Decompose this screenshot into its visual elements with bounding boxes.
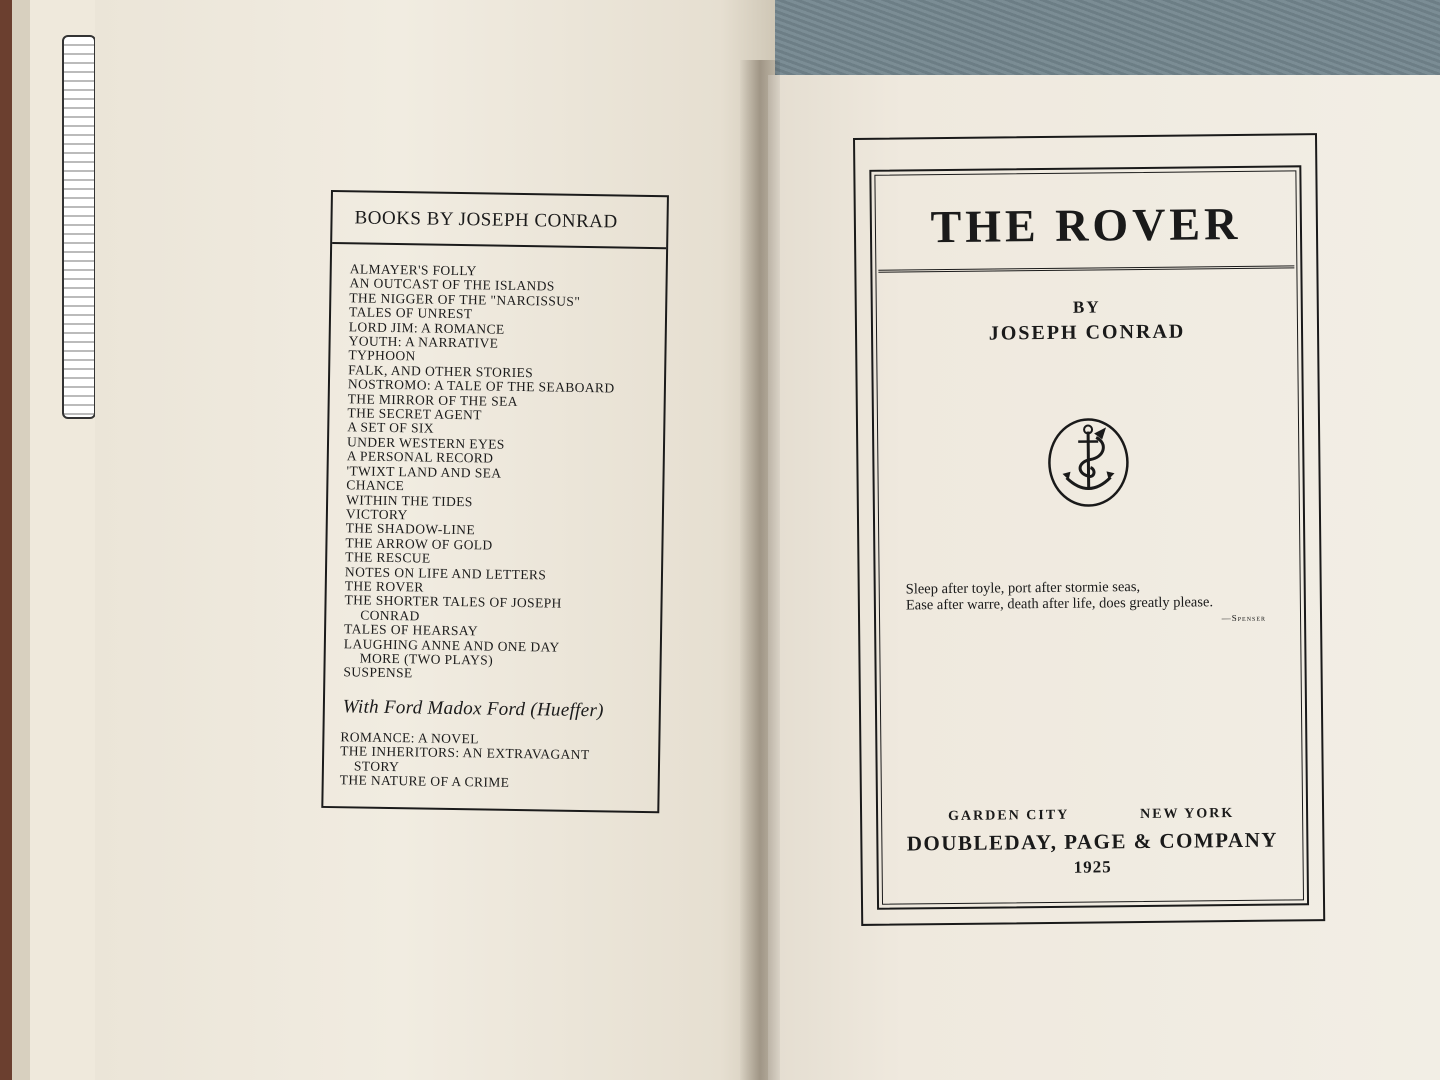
- list-item: THE RESCUE: [345, 549, 431, 566]
- list-item: YOUTH: A NARRATIVE: [348, 333, 499, 351]
- list-item: A PERSONAL RECORD: [346, 448, 494, 466]
- list-item: ALMAYER'S FOLLY: [349, 261, 477, 279]
- collaboration-list: [324, 718, 659, 793]
- title-band: [877, 173, 1294, 272]
- list-item: MORE (TWO PLAYS): [359, 650, 494, 668]
- books-list: [325, 244, 666, 685]
- title-page-frame: [853, 133, 1325, 926]
- list-item: NOSTROMO: A TALE OF THE SEABOARD: [347, 376, 615, 396]
- list-item: THE SHORTER TALES OF JOSEPH: [344, 592, 562, 612]
- publisher-name: DOUBLEDAY, PAGE & COMPANY: [906, 827, 1279, 856]
- list-item: CHANCE: [346, 477, 405, 494]
- book-gutter: [740, 60, 780, 1080]
- epigraph: [906, 577, 1286, 629]
- book-title: THE ROVER: [930, 197, 1242, 253]
- list-item: LORD JIM: A ROMANCE: [348, 318, 505, 337]
- list-item: CONRAD: [360, 607, 420, 624]
- books-by-author-box: [321, 190, 669, 813]
- list-item: THE NIGGER OF THE "NARCISSUS": [349, 290, 581, 309]
- list-item: THE MIRROR OF THE SEA: [347, 390, 518, 409]
- list-item: THE SHADOW-LINE: [345, 520, 476, 538]
- publication-place: [878, 805, 1306, 825]
- book-spine-edge: [0, 0, 110, 1080]
- list-item: UNDER WESTERN EYES: [346, 434, 505, 452]
- list-item: THE INHERITORS: AN EXTRAVAGANT: [340, 743, 590, 763]
- list-item: TYPHOON: [348, 347, 416, 364]
- list-item: AN OUTCAST OF THE ISLANDS: [349, 275, 555, 294]
- by-line: BY: [1072, 297, 1101, 317]
- list-item: STORY: [353, 758, 400, 774]
- list-item: FALK, AND OTHER STORIES: [348, 362, 534, 381]
- list-item: WITHIN THE TIDES: [346, 491, 473, 509]
- publication-year: 1925: [1073, 857, 1112, 877]
- collaboration-heading: With Ford Madox Ford (Hueffer): [342, 696, 604, 722]
- epigraph-attribution: —Spenser: [1221, 612, 1267, 624]
- list-item: NOTES ON LIFE AND LETTERS: [344, 563, 547, 582]
- list-item: A SET OF SIX: [347, 419, 435, 437]
- author-name: JOSEPH CONRAD: [988, 320, 1186, 345]
- list-item: THE ARROW OF GOLD: [345, 534, 493, 553]
- list-item: THE ROVER: [344, 578, 424, 595]
- adjacent-book-edge: [62, 35, 96, 419]
- epigraph-line: Ease after warre, death after life, does greatly please.: [905, 594, 1214, 614]
- list-item: TALES OF UNREST: [348, 304, 473, 322]
- list-item: SUSPENSE: [343, 664, 413, 681]
- place-right: NEW YORK: [1140, 806, 1235, 823]
- list-item: ROMANCE: A NOVEL: [340, 728, 479, 747]
- list-item: LAUGHING ANNE AND ONE DAY: [343, 635, 560, 655]
- list-item: TALES OF HEARSAY: [343, 621, 479, 639]
- title-page-inner-frame: [869, 165, 1309, 909]
- list-item: 'TWIXT LAND AND SEA: [346, 462, 502, 481]
- place-left: GARDEN CITY: [948, 807, 1070, 825]
- books-heading: BOOKS BY JOSEPH CONRAD: [332, 192, 667, 249]
- list-item: THE NATURE OF A CRIME: [339, 772, 510, 790]
- list-item: THE SECRET AGENT: [347, 405, 483, 423]
- epigraph-line: Sleep after toyle, port after stormie seas,: [905, 579, 1141, 598]
- list-item: VICTORY: [345, 506, 408, 523]
- anchor-dolphin-emblem-icon: [1046, 417, 1131, 508]
